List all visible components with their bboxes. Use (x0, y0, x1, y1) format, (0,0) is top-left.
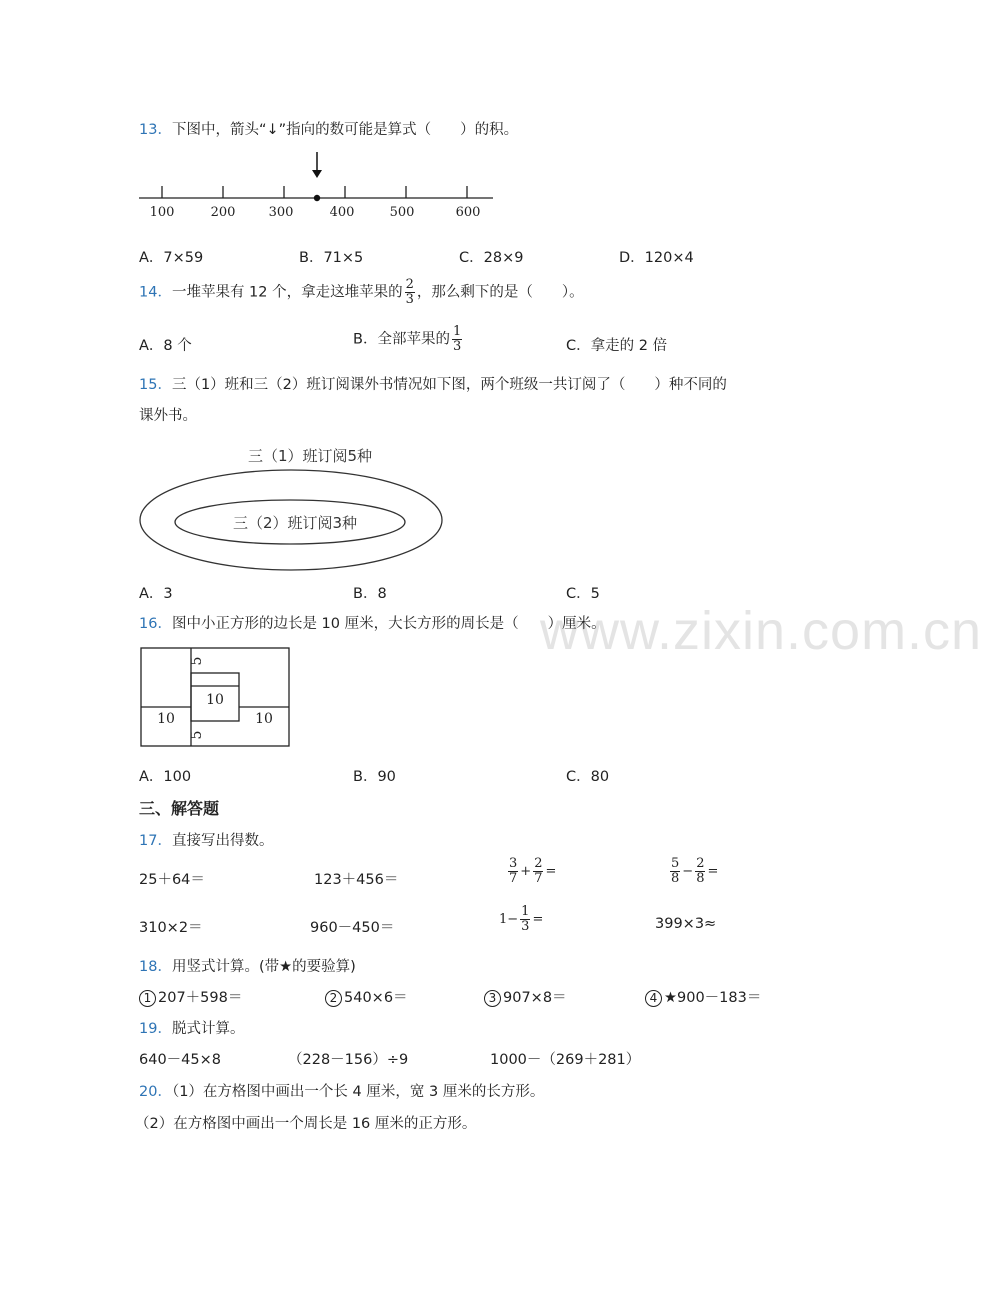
number-line (135, 148, 500, 226)
venn-diagram (135, 440, 447, 576)
outer-label: 三（1）班订阅5种 (247, 447, 373, 465)
vertical-calc-item: 3 907×8＝ (484, 986, 567, 1007)
calc-item-fraction: 1− $\frac{1}{3}$ = (499, 904, 544, 934)
option-a[interactable]: A．3 (139, 586, 173, 602)
question-18: 18．用竖式计算。(带★的要验算) (139, 959, 356, 975)
option-d[interactable]: D．120×4 (619, 250, 694, 266)
calc-item: 399×3≈ (655, 916, 717, 932)
option-c[interactable]: C．5 (566, 586, 600, 602)
watermark: www.zixin.com.cn (540, 601, 982, 661)
question-number: 19． (139, 1021, 172, 1037)
fraction: $\frac{2}{3}$ (405, 277, 414, 307)
option-a[interactable]: A．7×59 (139, 250, 204, 266)
step-calc-item: 1000－（269＋281） (490, 1052, 641, 1068)
label-top-5: 5 (189, 656, 205, 666)
calc-item-fraction: $\frac{5}{8}$ − $\frac{2}{8}$ = (671, 856, 719, 886)
question-text: 下图中，箭头“↓”指向的数可能是算式（ ）的积。 (171, 122, 519, 138)
fraction: $\frac{1}{3}$ (452, 324, 462, 354)
section-heading: 三、解答题 (139, 799, 220, 818)
question-20-part2: （2）在方格图中画出一个周长是 16 厘米的正方形。 (135, 1116, 477, 1132)
question-number: 18． (139, 959, 172, 975)
calc-item: 123＋456＝ (314, 872, 399, 888)
option-b[interactable]: B．全部苹果的 $\frac{1}{3}$ (353, 324, 462, 354)
option-b[interactable]: B．90 (353, 769, 396, 785)
question-20: 20．（1）在方格图中画出一个长 4 厘米，宽 3 厘米的长方形。 (139, 1084, 545, 1100)
step-calc-item: 640－45×8 (139, 1052, 222, 1068)
question-number: 17． (139, 833, 172, 849)
label-bottom-5: 5 (189, 730, 205, 740)
calc-item: 25＋64＝ (139, 872, 205, 888)
option-a[interactable]: A．100 (139, 769, 192, 785)
question-16: 16．图中小正方形的边长是 10 厘米，大长方形的周长是（ ）厘米。 (139, 616, 606, 632)
vertical-calc-item: 4 ★900－183＝ (645, 986, 761, 1007)
inner-label: 三（2）班订阅3种 (232, 514, 358, 532)
label-center-10: 10 (206, 692, 224, 708)
option-c[interactable]: C．拿走的 2 倍 (566, 338, 668, 354)
question-number: 13． (139, 122, 172, 138)
tick-label: 100 (149, 205, 175, 220)
question-number: 16． (139, 616, 172, 632)
calc-item: 310×2＝ (139, 920, 203, 936)
tick-label: 500 (389, 205, 415, 220)
question-19: 19．脱式计算。 (139, 1021, 245, 1037)
option-c[interactable]: C．80 (566, 769, 610, 785)
rectangle-diagram (138, 645, 294, 751)
question-number: 20． (139, 1084, 172, 1100)
label-left-10: 10 (157, 711, 175, 727)
question-14: 14．一堆苹果有 12 个，拿走这堆苹果的 $\frac{2}{3}$ ，那么剩下的是（ ）。 (139, 277, 584, 307)
question-number: 15． (139, 377, 172, 393)
question-15: 15．三（1）班和三（2）班订阅课外书情况如下图，两个班级一共订阅了（ ）种不同的 (139, 377, 727, 393)
vertical-calc-item: 1 207＋598＝ (139, 986, 242, 1007)
tick-label: 200 (210, 205, 236, 220)
vertical-calc-item: 2 540×6＝ (325, 986, 408, 1007)
question-number: 14． (139, 284, 172, 301)
label-right-10: 10 (255, 711, 273, 727)
option-b[interactable]: B．71×5 (299, 250, 364, 266)
tick-label: 400 (329, 205, 355, 220)
option-b[interactable]: B．8 (353, 586, 387, 602)
question-text-line2: 课外书。 (139, 408, 197, 424)
calc-item: 960－450＝ (310, 920, 395, 936)
tick-label: 600 (455, 205, 481, 220)
option-a[interactable]: A．8 个 (139, 338, 192, 354)
number-line-point (314, 195, 320, 201)
question-13 (139, 118, 518, 139)
calc-item-fraction: $\frac{3}{7}$ + $\frac{2}{7}$ = (509, 856, 557, 886)
tick-label: 300 (268, 205, 294, 220)
question-17: 17．直接写出得数。 (139, 833, 274, 849)
option-c[interactable]: C．28×9 (459, 250, 524, 266)
step-calc-item: （228－156）÷9 (288, 1052, 409, 1068)
